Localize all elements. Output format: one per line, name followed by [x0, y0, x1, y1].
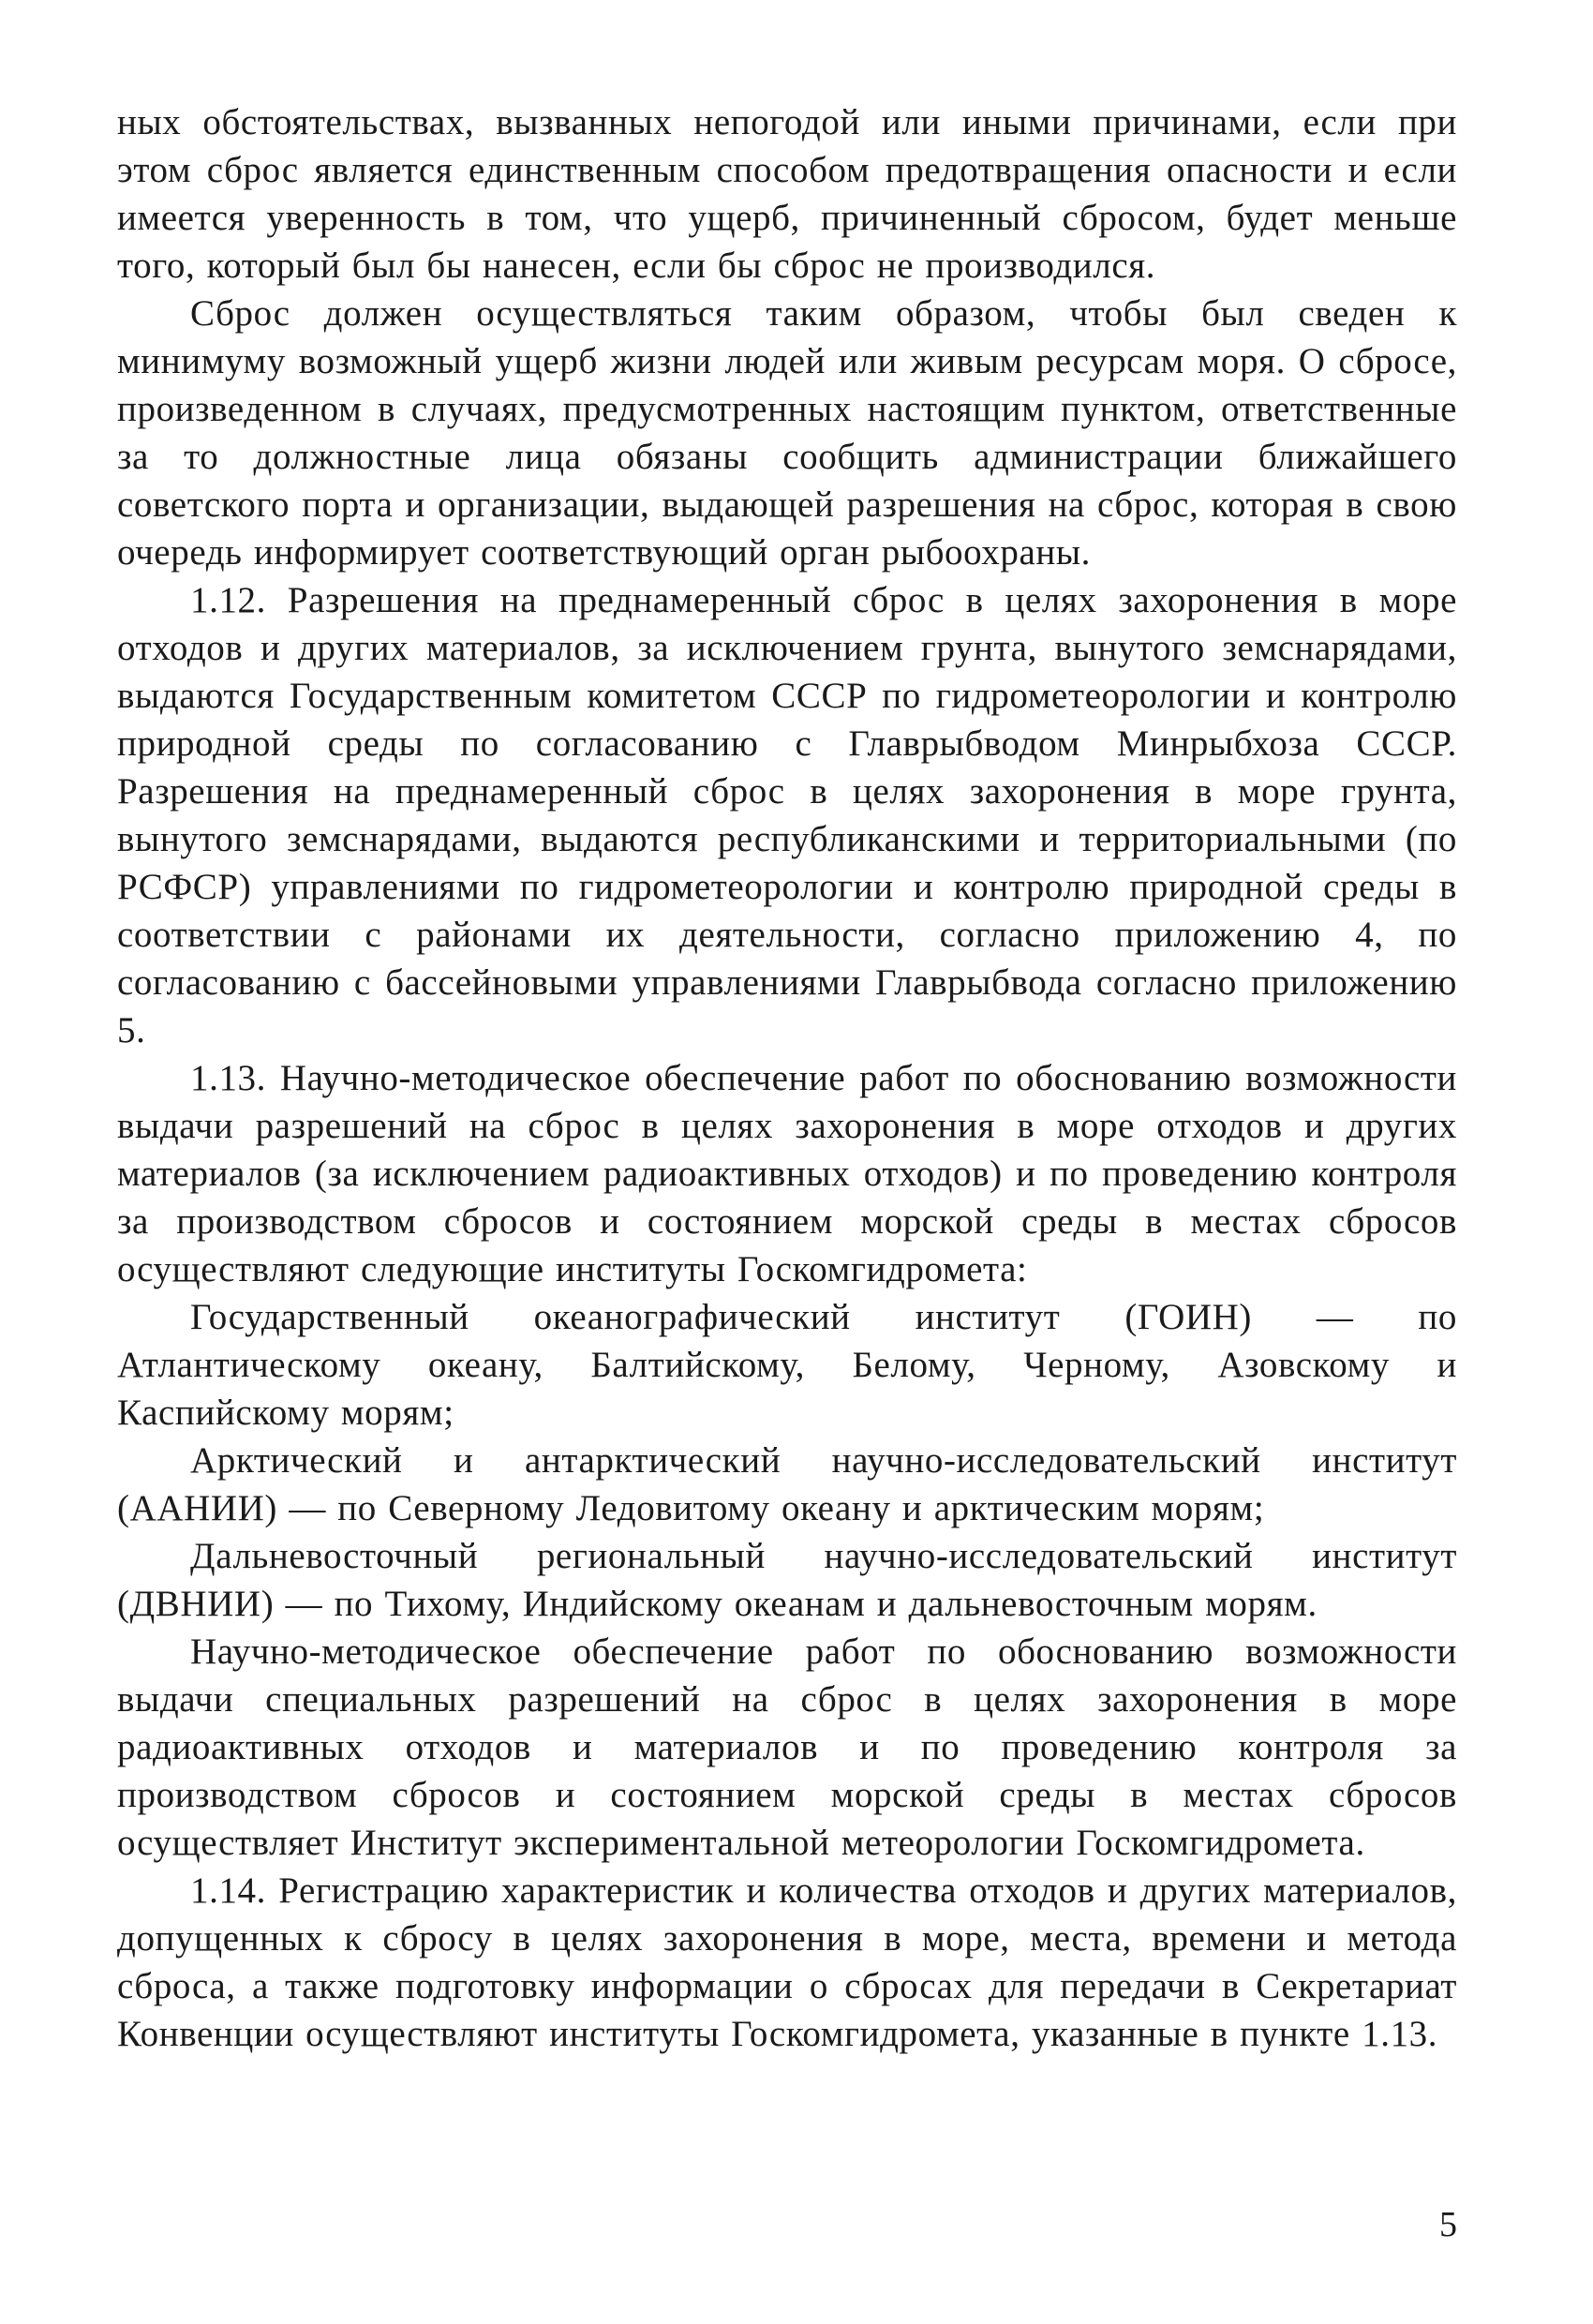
paragraph-continuation: ных обстоятельствах, вызванных непогодой или иными причинами, если при этом сброс является единственным способом предотвращения опасности и если имеется уверенность в том, что ущерб, причиненный сбросом, будет меньше того, который был бы нанесен, если бы сброс не производился.: [117, 102, 1457, 286]
paragraph-discharge-procedure: Сброс должен осуществляться таким образом, чтобы был сведен к минимуму возможный ущерб жизни людей или живым ресурсам моря. О сбросе, произведенном в случаях, предусмотренных настоящим пунктом, ответственные за то должностные лица обязаны сообщить администрации ближайшего советского порта и организации, выдающей разрешения на сброс, которая в свою очередь информирует соответствующий орган рыбоохраны.: [117, 293, 1457, 573]
paragraph-dvnii: Дальневосточный региональный научно-исследовательский институт (ДВНИИ) — по Тихому, Индийскому океанам и дальневосточным морям.: [117, 1536, 1457, 1624]
paragraph-goin: Государственный океанографический институт (ГОИН) — по Атлантическому океану, Балтийскому, Белому, Черному, Азовскому и Каспийскому морям;: [117, 1297, 1457, 1433]
paragraph-radioactive-support: Научно-методическое обеспечение работ по обоснованию возможности выдачи специальных разрешений на сброс в целях захоронения в море радиоактивных отходов и материалов и по проведению контроля за производством сбросов и состоянием морской среды в местах сбросов осуществляет Институт экспериментальной метеорологии Госкомгидромета.: [117, 1631, 1457, 1863]
paragraph-1-14: 1.14. Регистрацию характеристик и количества отходов и других материалов, допущенных к сбросу в целях захоронения в море, места, времени и метода сброса, а также подготовку информации о сбросах для передачи в Секретариат Конвенции осуществляют институты Госкомгидромета, указанные в пункте 1.13.: [117, 1870, 1457, 2054]
paragraph-aanii: Арктический и антарктический научно-исследовательский институт (ААНИИ) — по Северному Ледовитому океану и арктическим морям;: [117, 1440, 1457, 1528]
page-number: 5: [1439, 2205, 1457, 2244]
paragraph-1-13: 1.13. Научно-методическое обеспечение работ по обоснованию возможности выдачи разрешений на сброс в целях захоронения в море отходов и других материалов (за исключением радиоактивных отходов) и по проведению контроля за производством сбросов и состоянием морской среды в местах сбросов осуществляют следующие институты Госкомгидромета:: [117, 1058, 1457, 1289]
document-body: [117, 98, 1457, 2058]
paragraph-1-12: 1.12. Разрешения на преднамеренный сброс в целях захоронения в море отходов и других материалов, за исключением грунта, вынутого земснарядами, выдаются Государственным комитетом СССР по гидрометеорологии и контролю природной среды по согласованию с Главрыбводом Минрыбхоза СССР. Разрешения на преднамеренный сброс в целях захоронения в море грунта, вынутого земснарядами, выдаются республиканскими и территориальными (по РСФСР) управлениями по гидрометеорологии и контролю природной среды в соответствии с районами их деятельности, согласно приложению 4, по согласованию с бассейновыми управлениями Главрыбвода согласно приложению 5.: [117, 580, 1457, 1050]
